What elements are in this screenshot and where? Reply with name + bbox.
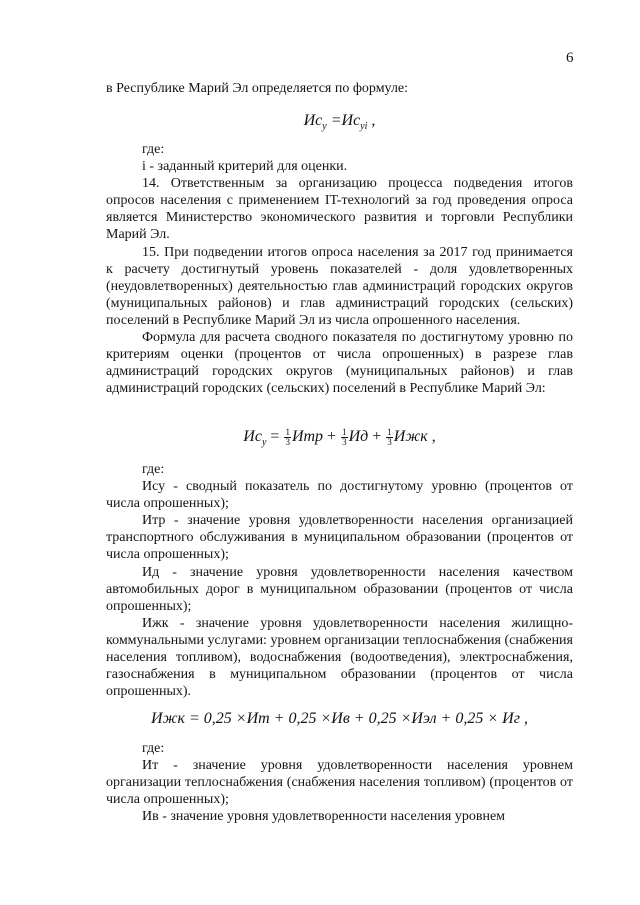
definition-itr: Итр - значение уровня удовлетворенности населения организацией транспортного обслуживания в муниципальном образовании (процентов от числа опрошенных); [106,513,573,563]
formula-1-rhs: Ис [341,112,361,129]
formula-3-text: Ижк = 0,25 ×Ит + 0,25 ×Ив + 0,25 ×Иэл + 0,25 × Иг , [151,710,528,727]
definition-iv: Ив - значение уровня удовлетворенности населения уровнем [142,809,506,825]
formula-intro-paragraph: Формула для расчета сводного показателя по достигнутому уровню по критериям оценки (процентов от числа опрошенных) в разрезе глав администраций городских округов (муниципальных районов) и глав администраций городских (сельских) поселений в Республике Марий Эл: [106,330,573,397]
body-block-1 [106,141,573,397]
where-label-3: где: [142,741,165,756]
definition-izhk: Ижк - значение уровня удовлетворенности населения жилищно-коммунальными услугами: уровнем организации теплоснабжения (снабжения населения топливом), водоснабжения (водоотведения), электроснабжения, газоснабжения в муниципальном образовании (процентов от числа опрошенных). [106,615,573,700]
body-block-2 [106,461,573,700]
definition-i: i - заданный критерий для оценки. [142,159,348,175]
intro-line: в Республике Марий Эл определяется по формуле: [106,81,409,96]
definition-isu: Ису - сводный показатель по достигнутому уровню (процентов от числа опрошенных); [106,479,573,512]
formula-2-eq: = [266,428,284,445]
formula-1-rhs-sub: уi [360,121,368,132]
intro-line-block [106,80,573,97]
plus-1: + [323,428,341,445]
where-label-1: где: [142,142,165,157]
formula-3 [106,710,573,727]
formula-1-eq: = [326,112,342,129]
formula-1-lhs-sub: у [322,121,327,132]
plus-2: + [368,428,386,445]
paragraph-14: 14. Ответственным за организацию процесса подведения итогов опросов населения с применением IT-технологий за год проведения опроса является Министерство экономического развития и торговли Республики Марий Эл. [106,176,573,243]
formula-1 [106,112,573,135]
body-block-3 [106,740,573,825]
term-itr: Итр [291,428,324,445]
fraction-1: $\frac{1}{3}$ [285,427,290,447]
formula-2-lhs-sub: у [261,437,267,448]
formula-2-tail: , [427,428,436,445]
fraction-2: $\frac{1}{3}$ [342,427,347,447]
where-label-2: где: [142,462,165,477]
fraction-3: $\frac{1}{3}$ [387,427,392,447]
paragraph-15: 15. При подведении итогов опроса населения за 2017 год принимается к расчету достигнутый уровень показателей - доля удовлетворенных (неудовлетворенных) деятельностью глав администраций городских округов (муниципальных районов) и глав администраций городских (сельских) поселений в Республике Марий Эл из числа опрошенного населения. [106,244,573,328]
term-id: Ид [348,428,369,445]
definition-id: Ид - значение уровня удовлетворенности населения качеством автомобильных дорог в муниципальном образовании (процентов от числа опрошенных); [106,564,573,614]
formula-1-lhs: Ис [303,112,323,129]
page-number: 6 [566,50,574,66]
formula-1-tail: , [367,112,376,129]
formula-2-lhs: Ис [243,428,262,445]
definition-it: Ит - значение уровня удовлетворенности населения уровнем организации теплоснабжения (снабжения населения топливом) (процентов от числа опрошенных); [106,758,573,808]
formula-2 [106,428,573,451]
term-izhk: Ижк [393,428,428,445]
